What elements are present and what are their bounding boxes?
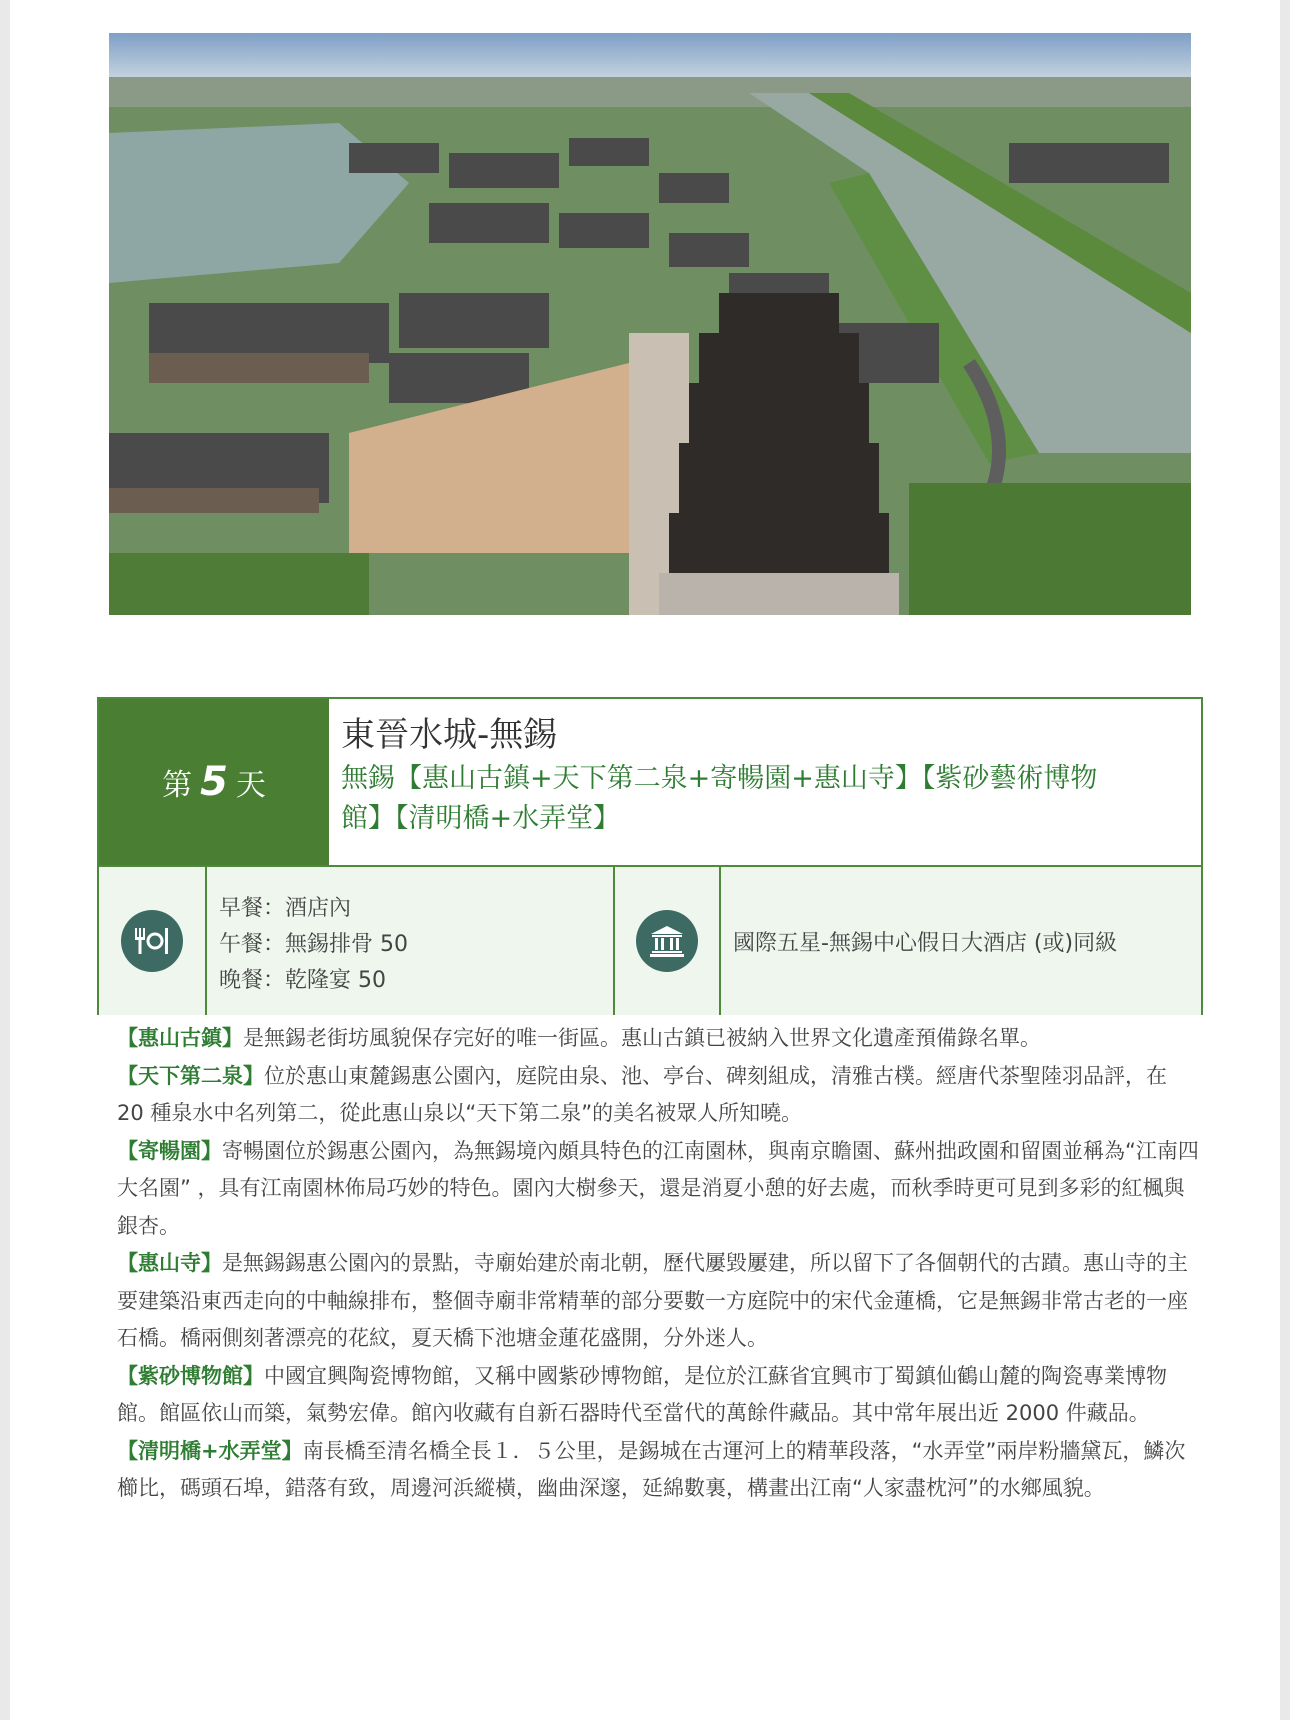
section-heading: 【清明橋+水弄堂】 — [117, 1438, 303, 1463]
day-main-title: 東晉水城-無錫 — [341, 715, 558, 755]
section-qingming-bridge — [117, 1433, 1199, 1508]
building-icon — [636, 910, 698, 972]
landscape-photo — [109, 33, 1191, 615]
hotel-icon-cell — [615, 867, 721, 1015]
section-heading: 【天下第二泉】 — [117, 1063, 264, 1088]
section-huishan-temple — [117, 1245, 1199, 1358]
section-text: 位於惠山東麓錫惠公園內，庭院由泉、池、亭台、碑刻組成，清雅古樸。經唐代茶聖陸羽品評，在 20 種泉水中名列第二，從此惠山泉以“天下第二泉”的美名被眾人所知曉。 — [117, 1063, 1167, 1125]
section-text: 寄暢園位於錫惠公園內，為無錫境內頗具特色的江南園林，與南京瞻園、蘇州拙政園和留園並稱為“江南四大名園” ，具有江南園林佈局巧妙的特色。園內大樹參天，還是消夏小憩的好去處，而秋季時更可見到多彩的紅楓與銀杏。 — [117, 1138, 1199, 1238]
page — [10, 0, 1280, 1720]
attraction-descriptions — [117, 1020, 1199, 1508]
day-title-cell — [329, 699, 1201, 865]
section-huishan-town — [117, 1020, 1199, 1058]
section-text: 南長橋至清名橋全長１．５公里，是錫城在古運河上的精華段落，“水弄堂”兩岸粉牆黛瓦，鱗次櫛比，碼頭石埠，錯落有致，周邊河浜縱橫，幽曲深邃，延綿數裏，構畫出江南“人家盡枕河”的水鄉風貌。 — [117, 1438, 1186, 1500]
section-heading: 【惠山寺】 — [117, 1251, 222, 1275]
day-suffix: 天 — [235, 768, 266, 803]
section-heading: 【惠山古鎮】 — [117, 1026, 243, 1050]
itinerary-day-table — [97, 697, 1203, 1015]
dining-icon — [121, 910, 183, 972]
day-prefix: 第 — [162, 768, 193, 803]
meal-icon-cell — [99, 867, 207, 1015]
day-number: 5 — [200, 759, 228, 805]
section-second-spring — [117, 1058, 1199, 1133]
section-jichang-garden — [117, 1133, 1199, 1246]
day-sub-title-line1: 無錫【惠山古鎮+天下第二泉+寄暢園+惠山寺】【紫砂藝術博物 — [341, 763, 1098, 794]
section-zisha-museum — [117, 1358, 1199, 1433]
section-text: 是無錫老街坊風貌保存完好的唯一街區。惠山古鎮已被納入世界文化遺產預備錄名單。 — [243, 1026, 1041, 1050]
section-heading: 【寄暢園】 — [117, 1138, 222, 1163]
section-heading: 【紫砂博物館】 — [117, 1363, 264, 1388]
hotel-text: 國際五星-無錫中心假日大酒店 (或)同級 — [733, 930, 1118, 956]
day-label — [99, 699, 329, 865]
section-text: 中國宜興陶瓷博物館，又稱中國紫砂博物館，是位於江蘇省宜興市丁蜀鎮仙鶴山麓的陶瓷專業博物館。館區依山而築，氣勢宏偉。館內收藏有自新石器時代至當代的萬餘件藏品。其中常年展出近 2000 件藏品。 — [117, 1363, 1167, 1425]
meals-cell — [207, 867, 615, 1015]
lunch-text: 午餐：無錫排骨 50 — [219, 932, 408, 957]
dinner-text: 晚餐：乾隆宴 50 — [219, 968, 386, 993]
meal-hotel-row — [99, 865, 1201, 1015]
hotel-cell — [721, 867, 1201, 1015]
aerial-town-photo — [109, 33, 1191, 615]
breakfast-text: 早餐：酒店內 — [219, 896, 352, 921]
section-text: 是無錫錫惠公園內的景點，寺廟始建於南北朝，歷代屢毀屢建，所以留下了各個朝代的古蹟。惠山寺的主要建築沿東西走向的中軸線排布，整個寺廟非常精華的部分要數一方庭院中的宋代金蓮橋，它是無錫非常古老的一座石橋。橋兩側刻著漂亮的花紋，夏天橋下池塘金蓮花盛開，分外迷人。 — [117, 1251, 1188, 1350]
day-sub-title-line2: 館】【清明橋+水弄堂】 — [341, 803, 621, 834]
